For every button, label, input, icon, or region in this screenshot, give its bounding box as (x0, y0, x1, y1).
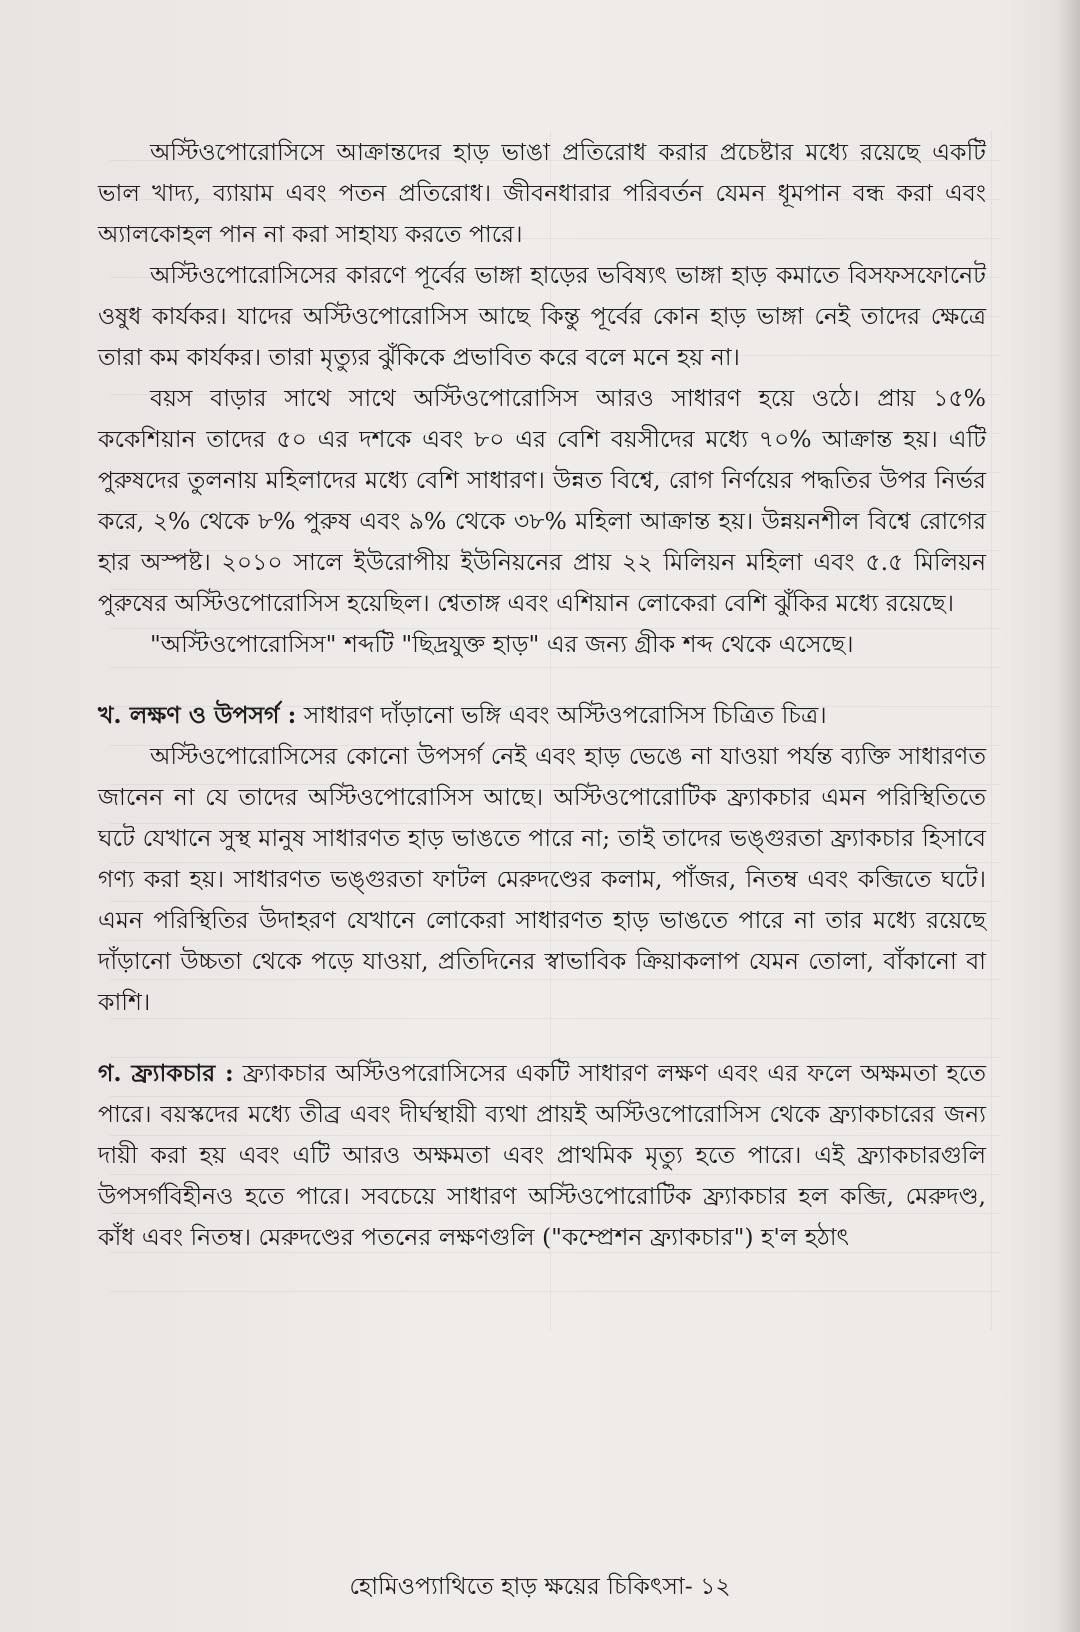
paragraph-no-symptoms: অস্টিওপোরোসিসের কোনো উপসর্গ নেই এবং হাড় ভেঙে না যাওয়া পর্যন্ত ব্যক্তি সাধারণত জানেন না যে তাদের অস্টিওপোরোসিস আছে। অস্টিওপোরোটিক ফ্র্যাকচার এমন পরিস্থিতিতে ঘটে যেখানে সুস্থ মানুষ সাধারণত হাড় ভাঙতে পারে না; তাই তাদের ভঙ্গুরতা ফ্র্যাকচার হিসাবে গণ্য করা হয়। সাধারণত ভঙ্গুরতা ফাটল মেরুদণ্ডের কলাম, পাঁজর, নিতম্ব এবং কব্জিতে ঘটে। এমন পরিস্থিতির উদাহরণ যেখানে লোকেরা সাধারণত হাড় ভাঙতে পারে না তার মধ্যে রয়েছে দাঁড়ানো উচ্চতা থেকে পড়ে যাওয়া, প্রতিদিনের স্বাভাবিক ক্রিয়াকলাপ যেমন তোলা, বাঁকানো বা কাশি। (98, 742, 986, 1016)
section-fracture-heading: গ. ফ্র্যাকচার : (98, 1059, 234, 1087)
section-gap (98, 1023, 986, 1053)
page-body (98, 132, 986, 1258)
paragraph-epidemiology: বয়স বাড়ার সাথে সাথে অস্টিওপোরোসিস আরও সাধারণ হয়ে ওঠে। প্রায় ১৫% ককেশিয়ান তাদের ৫০ এর দশকে এবং ৮০ এর বেশি বয়সীদের মধ্যে ৭০% আক্রান্ত হয়। এটি পুরুষদের তুলনায় মহিলাদের মধ্যে বেশি সাধারণ। উন্নত বিশ্বে, রোগ নির্ণয়ের পদ্ধতির উপর নির্ভর করে, ২% থেকে ৮% পুরুষ এবং ৯% থেকে ৩৮% মহিলা আক্রান্ত হয়। উন্নয়নশীল বিশ্বে রোগের হার অস্পষ্ট। ২০১০ সালে ইউরোপীয় ইউনিয়নের প্রায় ২২ মিলিয়ন মহিলা এবং ৫.৫ মিলিয়ন পুরুষের অস্টিওপোরোসিস হয়েছিল। শ্বেতাঙ্গ এবং এশিয়ান লোকেরা বেশি ঝুঁকির মধ্যে রয়েছে। (98, 384, 986, 617)
section-gap (98, 665, 986, 695)
section-symptoms-text: সাধারণ দাঁড়ানো ভঙ্গি এবং অস্টিওপরোসিস চিত্রিত চিত্র। (296, 701, 827, 729)
section-symptoms (98, 695, 986, 736)
paragraph-etymology: "অস্টিওপোরোসিস" শব্দটি "ছিদ্রযুক্ত হাড়" এর জন্য গ্রীক শব্দ থেকে এসেছে। (150, 630, 854, 658)
page-footer: হোমিওপ্যাথিতে হাড় ক্ষয়ের চিকিৎসা- ১২ (349, 1572, 731, 1600)
section-fracture-text: ফ্র্যাকচার অস্টিওপরোসিসের একটি সাধারণ লক্ষণ এবং এর ফলে অক্ষমতা হতে পারে। বয়স্কদের মধ্যে তীব্র এবং দীর্ঘস্থায়ী ব্যথা প্রায়ই অস্টিওপোরোসিস থেকে ফ্র্যাকচারের জন্য দায়ী করা হয় এবং এটি আরও অক্ষমতা এবং প্রাথমিক মৃত্যু হতে পারে। এই ফ্র্যাকচারগুলি উপসর্গবিহীনও হতে পারে। সবচেয়ে সাধারণ অস্টিওপোরোটিক ফ্র্যাকচার হল কব্জি, মেরুদণ্ড, কাঁধ এবং নিতম্ব। মেরুদণ্ডের পতনের লক্ষণগুলি ("কম্প্রেশন ফ্র্যাকচার") হ'ল হঠাৎ (98, 1059, 986, 1251)
page-edge-shadow (1056, 0, 1080, 1632)
paragraph-fall-prevention: অস্টিওপোরোসিসে আক্রান্তদের হাড় ভাঙা প্রতিরোধ করার প্রচেষ্টার মধ্যে রয়েছে একটি ভাল খাদ্য, ব্যায়াম এবং পতন প্রতিরোধ। জীবনধারার পরিবর্তন যেমন ধূমপান বন্ধ করা এবং অ্যালকোহল পান না করা সাহায্য করতে পারে। (98, 138, 986, 248)
section-symptoms-heading: খ. লক্ষণ ও উপসর্গ : (98, 701, 297, 729)
paragraph-bisphosphonate: অস্টিওপোরোসিসের কারণে পূর্বের ভাঙ্গা হাড়ের ভবিষ্যৎ ভাঙ্গা হাড় কমাতে বিসফসফোনেট ওষুধ কার্যকর। যাদের অস্টিওপোরোসিস আছে কিন্তু পূর্বের কোন হাড় ভাঙ্গা নেই তাদের ক্ষেত্রে তারা কম কার্যকর। তারা মৃত্যুর ঝুঁকিকে প্রভাবিত করে বলে মনে হয় না। (98, 261, 986, 371)
section-fracture (98, 1053, 986, 1258)
